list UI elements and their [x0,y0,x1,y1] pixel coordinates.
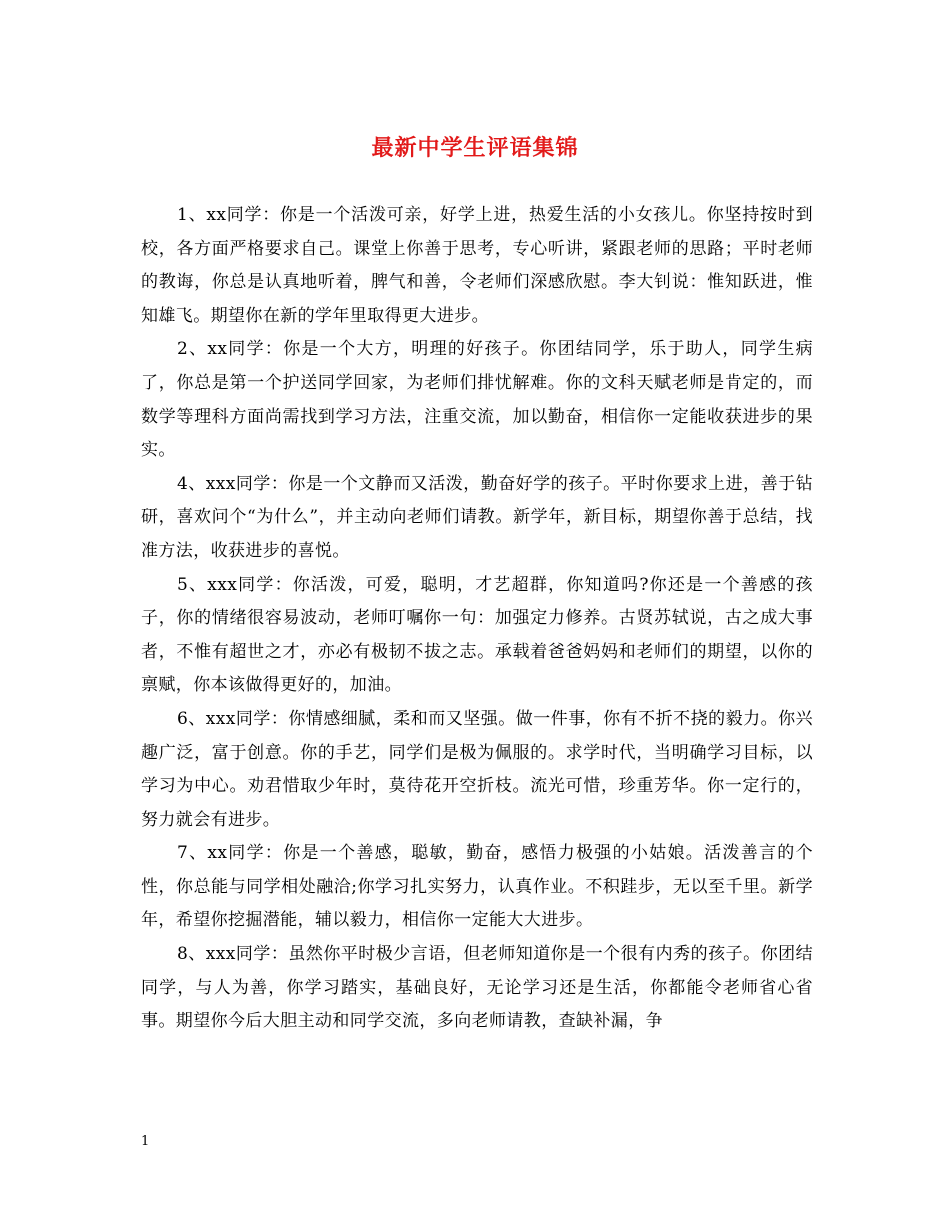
comment-paragraph-2: 2、xx同学：你是一个大方，明理的好孩子。你团结同学，乐于助人，同学生病了，你总是第一个护送同学回家，为老师们排忧解难。你的文科天赋老师是肯定的，而数学等理科方面尚需找到学习方法，注重交流，加以勤奋，相信你一定能收获进步的果实。 [141,339,813,461]
page-number: 1 [141,1134,150,1149]
document-body [141,199,813,1039]
document-title: 最新中学生评语集锦 [371,135,579,161]
comment-paragraph-8: 8、xxx同学：虽然你平时极少言语，但老师知道你是一个很有内秀的孩子。你团结同学，与人为善，你学习踏实，基础良好，无论学习还是生活，你都能令老师省心省事。期望你今后大胆主动和同学交流，多向老师请教，查缺补漏，争 [141,944,813,1032]
comment-paragraph-7: 7、xx同学：你是一个善感，聪敏，勤奋，感悟力极强的小姑娘。活泼善言的个性，你总能与同学相处融洽;你学习扎实努力，认真作业。不积跬步，无以至千里。新学年，希望你挖掘潜能，辅以毅力，相信你一定能大大进步。 [141,843,813,931]
comment-paragraph-4: 4、xxx同学：你是一个文静而又活泼，勤奋好学的孩子。平时你要求上进，善于钻研，喜欢问个“为什么”，并主动向老师们请教。新学年，新目标，期望你善于总结，找准方法，收获进步的喜悦。 [141,473,813,561]
comment-paragraph-6: 6、xxx同学：你情感细腻，柔和而又坚强。做一件事，你有不折不挠的毅力。你兴趣广泛，富于创意。你的手艺，同学们是极为佩服的。求学时代，当明确学习目标，以学习为中心。劝君惜取少年时，莫待花开空折枝。流光可惜，珍重芳华。你一定行的，努力就会有进步。 [141,708,813,830]
comment-paragraph-1: 1、xx同学：你是一个活泼可亲，好学上进，热爱生活的小女孩儿。你坚持按时到校，各方面严格要求自己。课堂上你善于思考，专心听讲，紧跟老师的思路；平时老师的教诲，你总是认真地听着，脾气和善，令老师们深感欣慰。李大钊说：惟知跃进，惟知雄飞。期望你在新的学年里取得更大进步。 [141,205,813,326]
comment-paragraph-5: 5、xxx同学：你活泼，可爱，聪明，才艺超群，你知道吗?你还是一个善感的孩子，你的情绪很容易波动，老师叮嘱你一句：加强定力修养。古贤苏轼说，古之成大事者，不惟有超世之才，亦必有极韧不拔之志。承载着爸爸妈妈和老师们的期望，以你的禀赋，你本该做得更好的，加油。 [141,574,813,696]
